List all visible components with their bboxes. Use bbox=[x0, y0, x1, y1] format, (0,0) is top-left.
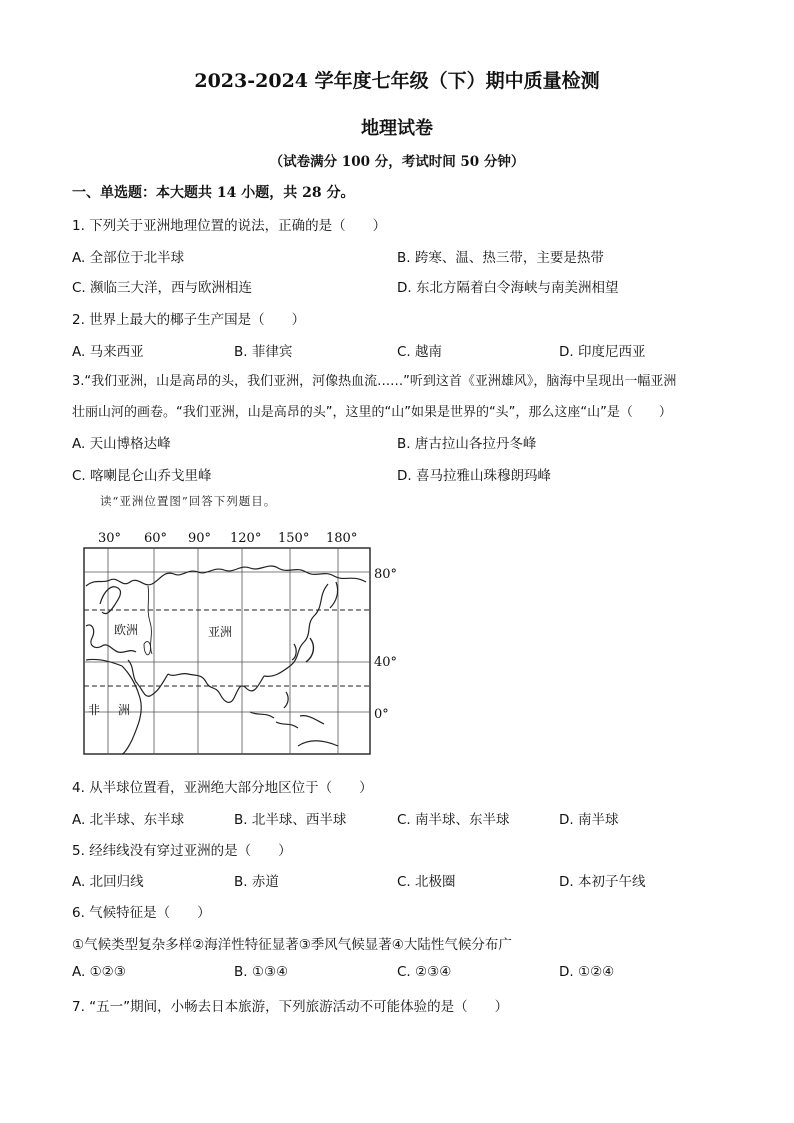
question-3-stem-line-2: 壮丽山河的画卷。“我们亚洲，山是高昂的头”，这里的“山”如果是世界的“头”，那么这座“山”是（ ） bbox=[72, 405, 672, 420]
question-4-option-c: C. 南半球、东半球 bbox=[397, 812, 510, 828]
asia-location-map bbox=[78, 526, 418, 760]
question-3-stem-line-1: 3.“我们亚洲，山是高昂的头，我们亚洲，河像热血流……”听到这首《亚洲雄风》，脑海中呈现出一幅亚洲 bbox=[72, 374, 677, 389]
longitude-label-180: 180° bbox=[326, 531, 358, 546]
question-2-option-b: B. 菲律宾 bbox=[234, 344, 293, 360]
question-6-option-c: C. ②③④ bbox=[397, 964, 452, 980]
longitude-label-90: 90° bbox=[188, 531, 212, 546]
question-4-option-a: A. 北半球、东半球 bbox=[72, 812, 185, 828]
question-5-option-c: C. 北极圈 bbox=[397, 874, 456, 890]
europe-label: 欧洲 bbox=[114, 623, 139, 637]
longitude-label-120: 120° bbox=[230, 531, 262, 546]
question-2-option-a: A. 马来西亚 bbox=[72, 344, 144, 360]
question-2-option-c: C. 越南 bbox=[397, 344, 443, 360]
question-1-option-d: D. 东北方隔着白令海峡与南美洲相望 bbox=[397, 280, 619, 296]
question-1-stem: 1. 下列关于亚洲地理位置的说法，正确的是（ ） bbox=[72, 218, 387, 234]
map-caption: 读“亚洲位置图”回答下列题目。 bbox=[100, 494, 277, 508]
asia-label: 亚洲 bbox=[208, 625, 233, 639]
question-3-option-c: C. 喀喇昆仑山乔戈里峰 bbox=[72, 468, 212, 484]
latitude-label-0: 0° bbox=[374, 707, 389, 722]
section-heading: 一、单选题：本大题共 14 小题，共 28 分。 bbox=[72, 185, 355, 201]
question-7-stem: 7. “五一”期间，小畅去日本旅游，下列旅游活动不可能体验的是（ ） bbox=[72, 999, 509, 1015]
question-2-option-d: D. 印度尼西亚 bbox=[559, 344, 646, 360]
africa-label-2: 洲 bbox=[118, 703, 131, 717]
question-6-option-d: D. ①②④ bbox=[559, 964, 615, 980]
question-5-option-b: B. 赤道 bbox=[234, 874, 279, 890]
question-1-option-a: A. 全部位于北半球 bbox=[72, 250, 185, 266]
question-6-option-a: A. ①②③ bbox=[72, 964, 126, 980]
longitude-label-150: 150° bbox=[278, 531, 310, 546]
question-1-option-b: B. 跨寒、温、热三带，主要是热带 bbox=[397, 250, 604, 266]
longitude-label-60: 60° bbox=[144, 531, 168, 546]
africa-label-1: 非 bbox=[88, 703, 101, 717]
exam-note: （试卷满分 100 分，考试时间 50 分钟） bbox=[269, 154, 525, 170]
latitude-label-40: 40° bbox=[374, 655, 398, 670]
question-4-stem: 4. 从半球位置看，亚洲绝大部分地区位于（ ） bbox=[72, 780, 373, 796]
question-2-stem: 2. 世界上最大的椰子生产国是（ ） bbox=[72, 312, 306, 328]
question-6-statements: ①气候类型复杂多样②海洋性特征显著③季风气候显著④大陆性气候分布广 bbox=[72, 937, 512, 953]
question-6-option-b: B. ①③④ bbox=[234, 964, 289, 980]
question-5-option-a: A. 北回归线 bbox=[72, 874, 144, 890]
question-1-option-c: C. 濒临三大洋，西与欧洲相连 bbox=[72, 280, 253, 296]
question-5-stem: 5. 经纬线没有穿过亚洲的是（ ） bbox=[72, 843, 292, 859]
exam-subject: 地理试卷 bbox=[361, 118, 433, 139]
question-3-option-a: A. 天山博格达峰 bbox=[72, 436, 171, 452]
exam-title: 2023-2024 学年度七年级（下）期中质量检测 bbox=[194, 70, 600, 92]
question-5-option-d: D. 本初子午线 bbox=[559, 874, 646, 890]
latitude-label-80: 80° bbox=[374, 567, 398, 582]
question-3-option-d: D. 喜马拉雅山珠穆朗玛峰 bbox=[397, 468, 551, 484]
longitude-label-30: 30° bbox=[98, 531, 122, 546]
question-4-option-d: D. 南半球 bbox=[559, 812, 619, 828]
question-3-option-b: B. 唐古拉山各拉丹冬峰 bbox=[397, 436, 537, 452]
question-4-option-b: B. 北半球、西半球 bbox=[234, 812, 347, 828]
question-6-stem: 6. 气候特征是（ ） bbox=[72, 905, 211, 921]
